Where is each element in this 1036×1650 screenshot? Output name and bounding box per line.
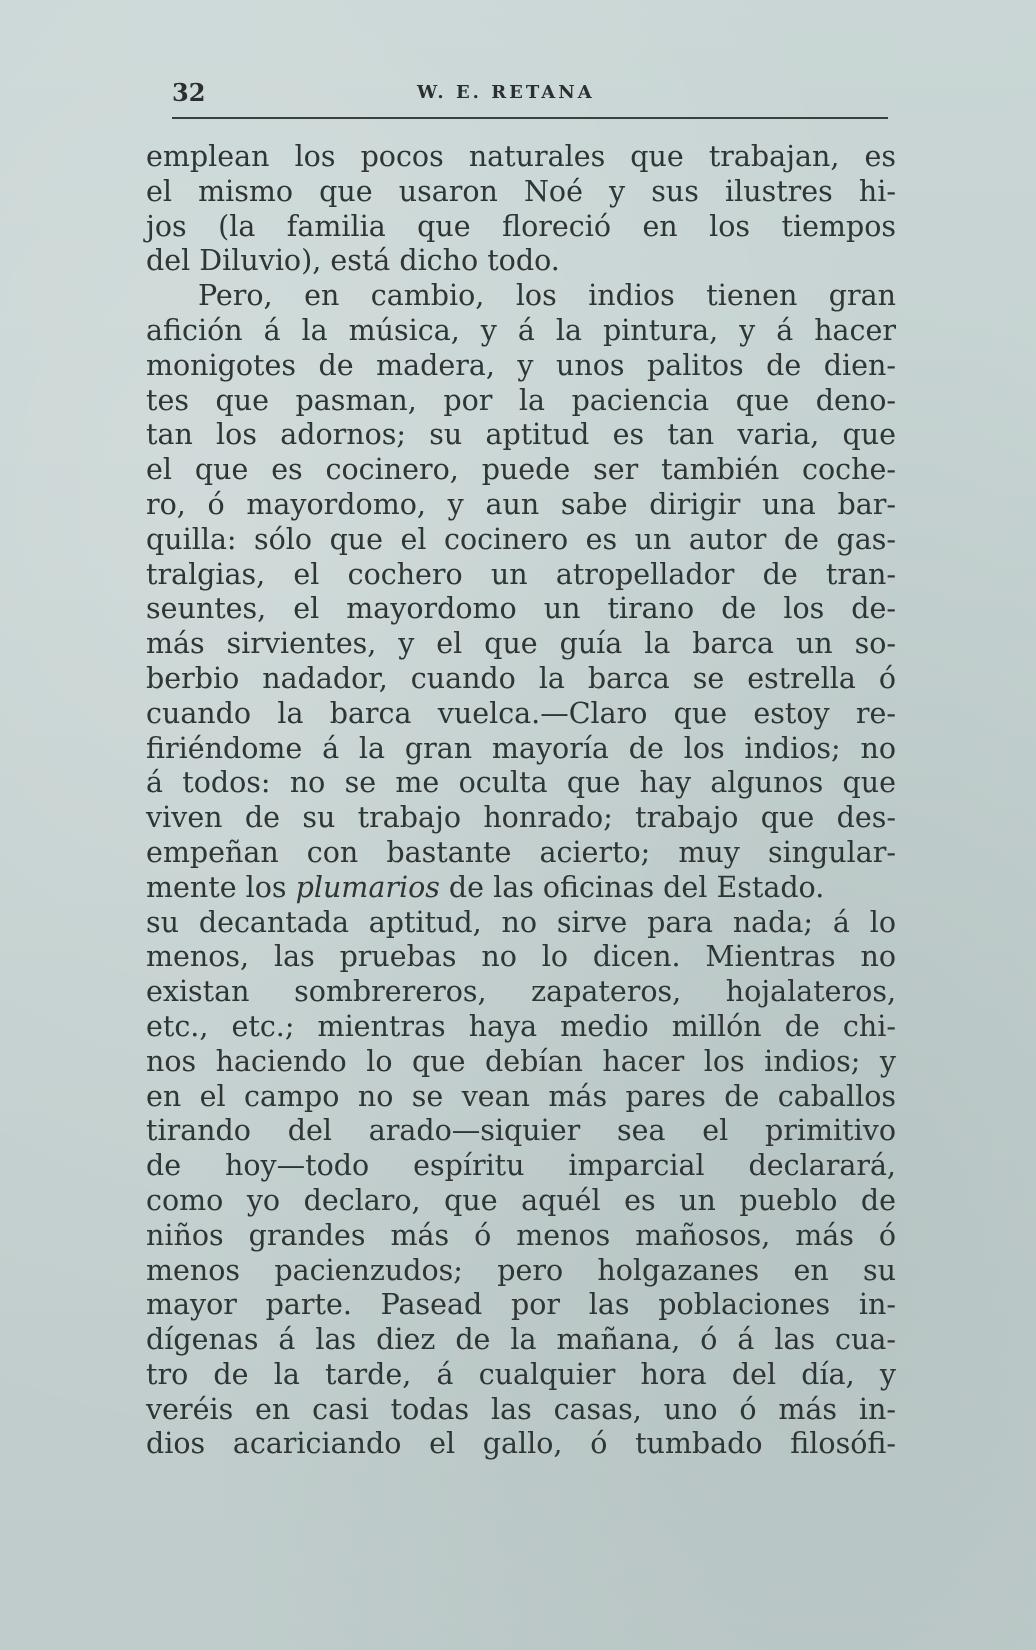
text-line: como yo declaro, que aquél es un pueblo de: [146, 1183, 896, 1217]
text-line: el que es cocinero, puede ser también coche-: [146, 453, 896, 487]
text-line: berbio nadador, cuando la barca se estrella ó: [146, 661, 896, 695]
text-line: niños grandes más ó menos mañosos, más ó: [146, 1218, 896, 1252]
text-line: jos (la familia que floreció en los tiempos: [146, 209, 896, 243]
text-line: menos pacienzudos; pero holgazanes en su: [146, 1253, 896, 1287]
text-line: del Diluvio), está dicho todo.: [146, 244, 560, 278]
text-line: seuntes, el mayordomo un tirano de los de-: [146, 592, 896, 626]
text-line: Pero, en cambio, los indios tienen gran: [198, 279, 896, 313]
text-line: tralgias, el cochero un atropellador de tran-: [146, 557, 896, 591]
text-segment: de las oficinas del Estado.: [439, 870, 825, 904]
text-line: el mismo que usaron Noé y sus ilustres hi-: [146, 174, 896, 208]
text-line: etc., etc.; mientras haya medio millón de chi-: [146, 1009, 896, 1043]
text-line: monigotes de madera, y unos palitos de dien-: [146, 348, 896, 382]
text-line: más sirvientes, y el que guía la barca un so-: [146, 627, 896, 661]
header-rule: [172, 117, 888, 119]
text-line: dígenas á las diez de la mañana, ó á las cua-: [146, 1323, 896, 1357]
text-line: nos haciendo lo que debían hacer los indios; y: [146, 1044, 896, 1078]
text-line: á todos: no se me oculta que hay algunos que: [146, 766, 896, 800]
text-line: de hoy—todo espíritu imparcial declarará,: [146, 1149, 896, 1183]
text-line: emplean los pocos naturales que trabajan, es: [146, 140, 896, 173]
body-text: [146, 140, 896, 1462]
text-line: mayor parte. Pasead por las poblaciones in-: [146, 1288, 896, 1322]
text-line-with-italic: [146, 871, 896, 906]
text-line: su decantada aptitud, no sirve para nada; á lo: [146, 905, 896, 939]
italic-word: plumarios: [295, 870, 440, 904]
page-number: 32: [172, 78, 206, 107]
text-line: afición á la música, y á la pintura, y á hacer: [146, 313, 896, 347]
text-line: tro de la tarde, á cualquier hora del día, y: [146, 1357, 896, 1391]
text-segment: mente los: [146, 870, 296, 904]
text-line: tes que pasman, por la paciencia que deno-: [146, 383, 896, 417]
text-line: firiéndome á la gran mayoría de los indios; no: [146, 731, 896, 765]
text-line: tirando del arado—siquier sea el primitivo: [146, 1114, 896, 1148]
text-line: viven de su trabajo honrado; trabajo que des-: [146, 801, 896, 835]
text-line: menos, las pruebas no lo dicen. Mientras no: [146, 940, 896, 974]
text-line: dios acariciando el gallo, ó tumbado filosófi-: [146, 1427, 896, 1461]
text-line: veréis en casi todas las casas, uno ó más in-: [146, 1392, 896, 1426]
text-line: empeñan con bastante acierto; muy singular-: [146, 835, 896, 869]
text-line: ro, ó mayordomo, y aun sabe dirigir una bar-: [146, 487, 896, 521]
text-line: existan sombrereros, zapateros, hojalateros,: [146, 975, 896, 1009]
text-line: cuando la barca vuelca.—Claro que estoy re-: [146, 696, 896, 730]
text-line: en el campo no se vean más pares de caballos: [146, 1079, 896, 1113]
text-line: tan los adornos; su aptitud es tan varia, que: [146, 418, 896, 452]
page-header: [172, 70, 888, 114]
text-line: quilla: sólo que el cocinero es un autor de gas-: [146, 522, 896, 556]
running-head: W. E. RETANA: [417, 82, 595, 103]
